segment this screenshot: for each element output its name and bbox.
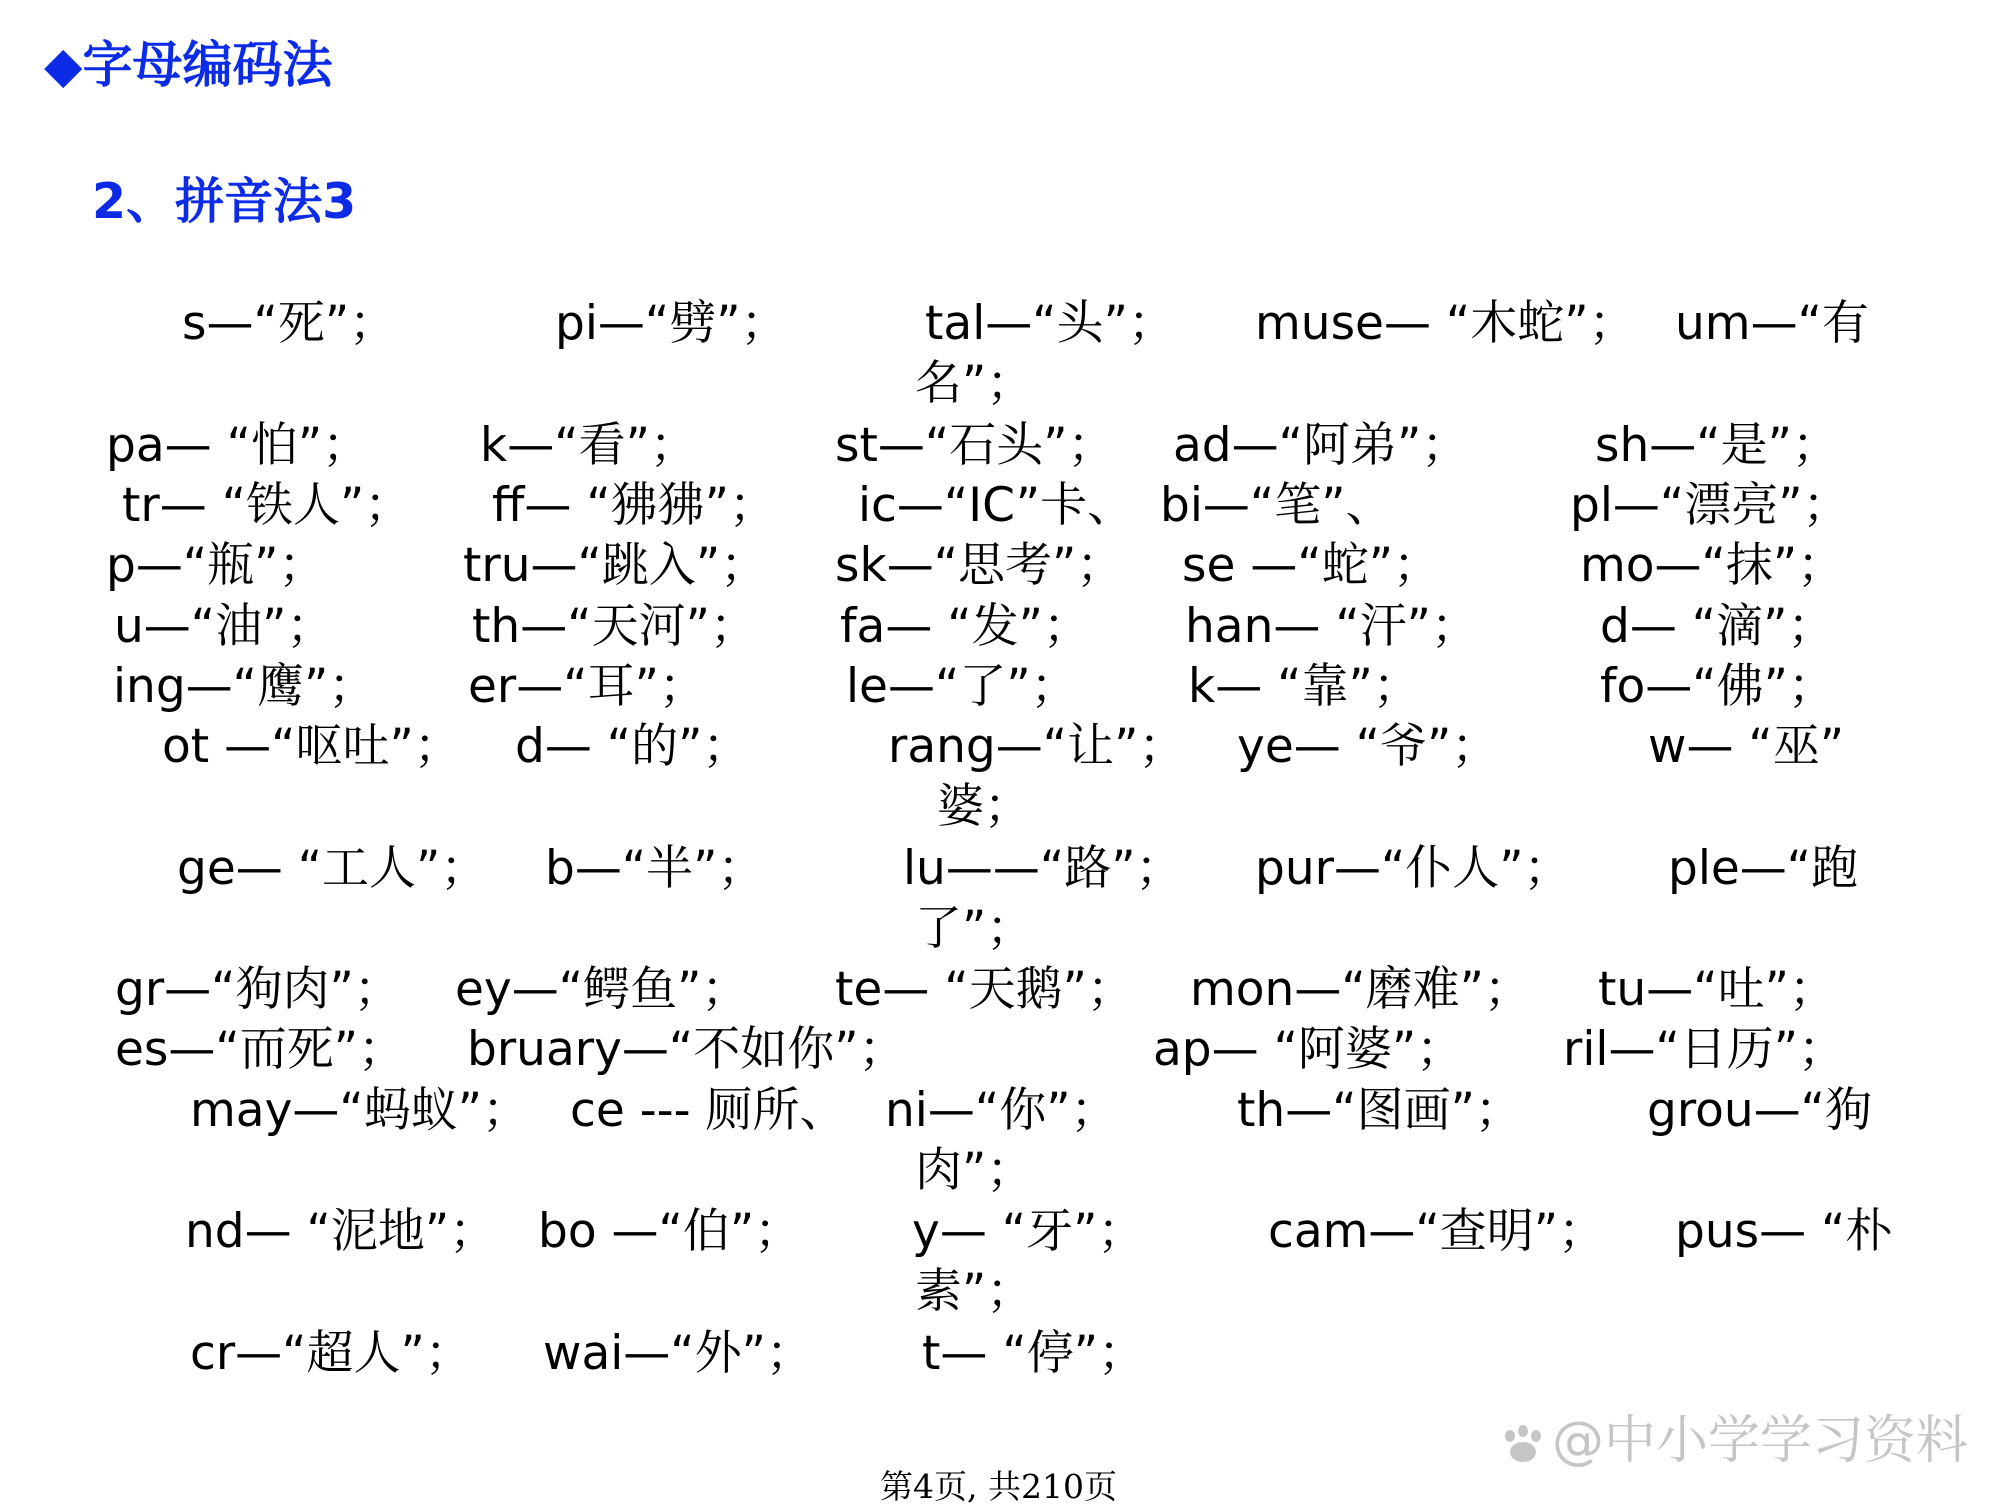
- entry: mo—“抹”；: [1580, 538, 1845, 593]
- entry-continuation: 了”；: [915, 901, 1034, 956]
- entry: b—“半”；: [545, 841, 765, 896]
- paw-logo-icon: [1500, 1424, 1546, 1464]
- entry: sk—“思考”；: [835, 538, 1124, 593]
- entry: d— “的”；: [515, 719, 750, 774]
- entry: s—“死”；: [182, 296, 397, 351]
- entry: w— “巫”: [1648, 719, 1845, 774]
- entry: lu——“路”；: [903, 841, 1183, 896]
- entry: bi—“笔”、: [1160, 478, 1393, 533]
- entry: er—“耳”；: [468, 659, 706, 714]
- entry-continuation: 婆；: [937, 779, 1031, 834]
- entry: mon—“磨难”；: [1190, 962, 1532, 1017]
- entry: tru—“跳入”；: [463, 538, 768, 593]
- entry: es—“而死”；: [115, 1022, 406, 1077]
- entry: grou—“狗: [1647, 1083, 1873, 1138]
- entry: gr—“狗肉”；: [115, 962, 401, 1017]
- entry: may—“蚂蚁”；: [190, 1083, 530, 1138]
- entry: cam—“查明”；: [1268, 1204, 1606, 1259]
- entry-continuation: 名”；: [915, 356, 1034, 411]
- entry: ye— “爷”；: [1237, 719, 1499, 774]
- entry: th—“图画”；: [1237, 1083, 1522, 1138]
- entry: ic—“IC”卡、: [858, 478, 1135, 533]
- entry: ril—“日历”；: [1563, 1022, 1846, 1077]
- entry: se —“蛇”；: [1182, 538, 1441, 593]
- entry: ge— “工人”；: [177, 841, 488, 896]
- entry: fa— “发”；: [840, 599, 1090, 654]
- entry: ff— “狒狒”；: [492, 478, 777, 533]
- entry: ad—“阿弟”；: [1173, 418, 1469, 473]
- entry: wai—“外”；: [543, 1326, 813, 1381]
- entry: d— “滴”；: [1600, 599, 1835, 654]
- entry: tal—“头”；: [925, 296, 1175, 351]
- entry: fo—“佛”；: [1600, 659, 1835, 714]
- entry: y— “牙”；: [912, 1204, 1145, 1259]
- watermark: [1500, 1411, 1969, 1471]
- watermark-text: @中小学学习资料: [1552, 1411, 1969, 1471]
- entry: bo —“伯”；: [538, 1204, 802, 1259]
- entry: pa— “怕”；: [106, 418, 370, 473]
- entry: tr— “铁人”；: [122, 478, 412, 533]
- entry: u—“油”；: [114, 599, 334, 654]
- entry: han— “汗”；: [1185, 599, 1479, 654]
- entry: sh—“是”；: [1595, 418, 1839, 473]
- entry: tu—“吐”；: [1598, 962, 1836, 1017]
- entry: bruary—“不如你”；: [467, 1022, 906, 1077]
- page-number: 第4页, 共210页: [880, 1467, 1117, 1506]
- entry: muse— “木蛇”；: [1255, 296, 1636, 351]
- entry: um—“有: [1675, 296, 1869, 351]
- entry: ey—“鳄鱼”；: [455, 962, 749, 1017]
- entry: ce --- 厕所、: [570, 1083, 847, 1138]
- entry: cr—“超人”；: [190, 1326, 472, 1381]
- entry: ing—“鹰”；: [113, 659, 376, 714]
- entry: k—“看”；: [480, 418, 697, 473]
- entry-continuation: 肉”；: [915, 1143, 1034, 1198]
- entry: pur—“仆人”；: [1255, 841, 1571, 896]
- entry: ple—“跑: [1668, 841, 1859, 896]
- entry: ni—“你”；: [885, 1083, 1118, 1138]
- entry: pus— “朴: [1675, 1204, 1893, 1259]
- entry: t— “停”；: [922, 1326, 1146, 1381]
- entry: te— “天鹅”；: [835, 962, 1134, 1017]
- entry-continuation: 素”；: [915, 1264, 1034, 1319]
- entry: pi—“劈”；: [555, 296, 788, 351]
- entry: st—“石头”；: [835, 418, 1115, 473]
- entry: le—“了”；: [846, 659, 1078, 714]
- subsection-heading: 2、拼音法3: [92, 173, 357, 230]
- entry: rang—“让”；: [888, 719, 1186, 774]
- entry: th—“天河”；: [472, 599, 757, 654]
- entry: ot —“呕吐”；: [162, 719, 461, 774]
- entry: pl—“漂亮”；: [1570, 478, 1850, 533]
- entry: nd— “泥地”；: [185, 1204, 497, 1259]
- section-heading: ◆字母编码法: [44, 36, 333, 94]
- entry: k— “靠”；: [1188, 659, 1420, 714]
- entry: ap— “阿婆”；: [1153, 1022, 1464, 1077]
- entry: p—“瓶”；: [106, 538, 326, 593]
